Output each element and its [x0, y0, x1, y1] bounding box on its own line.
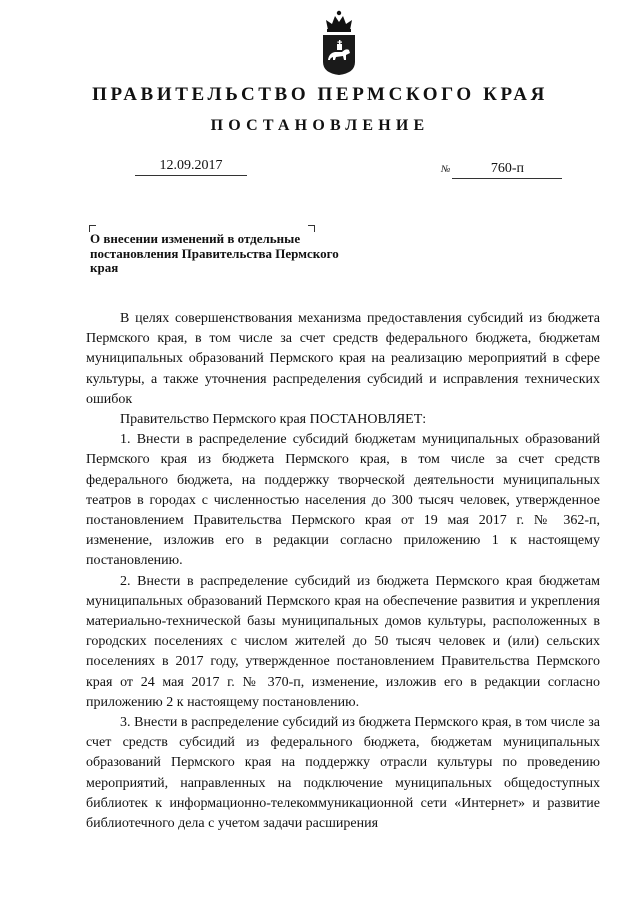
document-date: 12.09.2017 — [135, 157, 247, 176]
item-2-paragraph: 2. Внести в распределение субсидий из бюджета Пермского края бюджетам муниципальных образований Пермского края на обеспечение развития и укрепления материально-технической базы муниципальных домов культуры, расположенных в городских поселениях с числом жителей до 50 тысяч человек и (или) сельских поселениях в 2017 году, утвержденное постановлением Правительства Пермского края от 24 мая 2017 г. № 370-п, изменение, изложив его в редакции согласно приложению 2 к настоящему постановлению. — [86, 573, 600, 710]
item-1-paragraph: 1. Внести в распределение субсидий бюджетам муниципальных образований Пермского края из бюджета Пермского края, в том числе за счет средств федерального бюджета, на поддержку творческой деятельности муниципальных театров в городах с численностью населения до 300 тысяч человек, утвержденное постановлением Правительства Пермского края от 19 мая 2017 г. № 362-п, изменение, изложив его в редакции согласно приложению 1 к настоящему постановлению. — [86, 432, 600, 569]
document-subject: О внесении изменений в отдельные постановления Правительства Пермского края — [90, 231, 339, 275]
subject-bracket-right — [308, 225, 315, 232]
document-body — [86, 309, 600, 834]
document-type: ПОСТАНОВЛЕНИЕ — [210, 117, 430, 134]
number-sign: № — [441, 164, 451, 175]
coat-of-arms-icon — [321, 10, 357, 76]
item-3-paragraph: 3. Внести в распределение субсидий из бюджета Пермского края, в том числе за счет средств субсидий из федерального бюджета, бюджетам муниципальных образований Пермского края на поддержку отрасли культуры по проведению мероприятий, направленных на подключение муниципальных общедоступных библиотек к информационно-телекоммуникационной сети «Интернет» и развитие библиотечного дела с учетом задачи расширения — [86, 715, 600, 832]
preamble-paragraph: В целях совершенствования механизма предоставления субсидий из бюджета Пермского края, в том числе за счет средств федерального бюджета, бюджетам муниципальных образований Пермского края на реализацию мероприятий в сфере культуры, а также уточнения распределения субсидий и исправления технических ошибок — [86, 311, 600, 407]
resolution-clause: Правительство Пермского края ПОСТАНОВЛЯЕТ: — [120, 412, 427, 428]
document-number: 760-п — [452, 160, 562, 179]
document-number-block — [441, 160, 562, 179]
government-title: ПРАВИТЕЛЬСТВО ПЕРМСКОГО КРАЯ — [92, 84, 548, 105]
